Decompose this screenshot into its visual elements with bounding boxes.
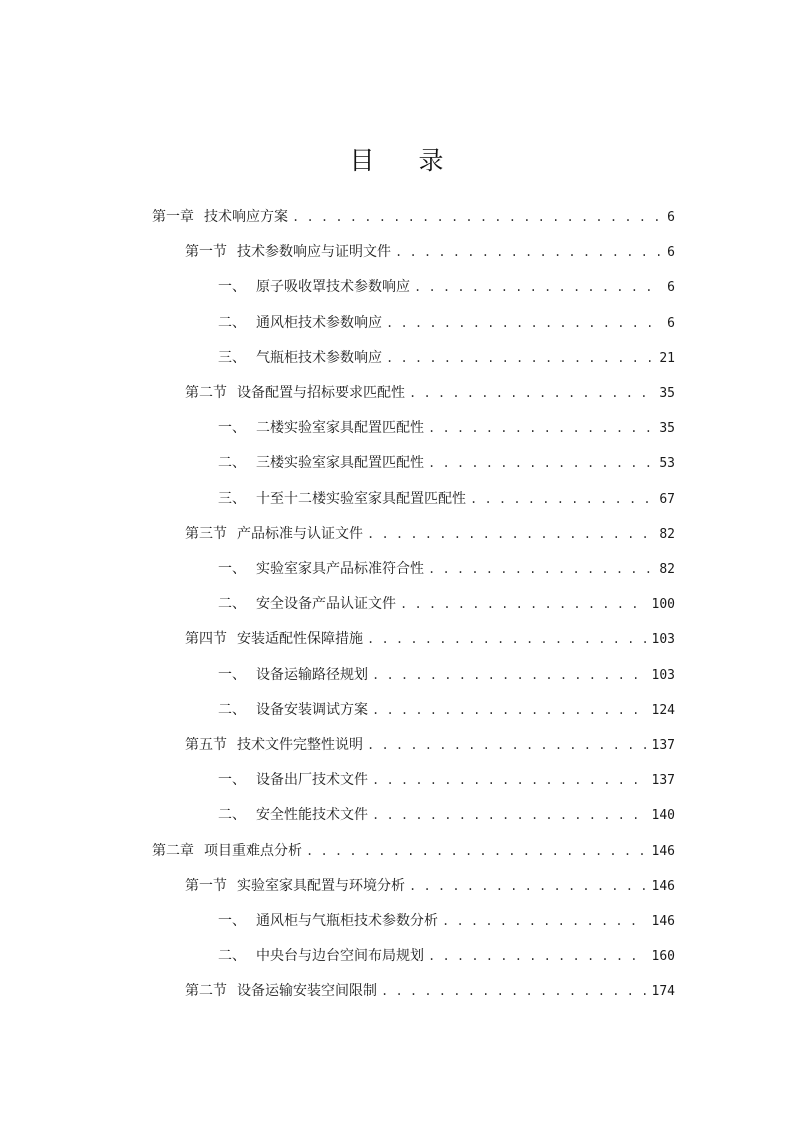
toc-entry-text: 实验室家具产品标准符合性 — [256, 561, 424, 577]
toc-entry-page: 6 — [667, 245, 675, 261]
toc-entry-page: 140 — [651, 808, 675, 824]
toc-entry[interactable] — [218, 944, 675, 968]
toc-entry-number: 一、 — [218, 561, 246, 577]
toc-dot-leader — [367, 522, 653, 546]
toc-entry-page: 82 — [659, 526, 675, 542]
toc-entry-page: 53 — [659, 456, 675, 472]
toc-entry[interactable] — [218, 275, 675, 299]
toc-entry-text: 技术响应方案 — [204, 209, 288, 225]
toc-entry-page: 6 — [667, 210, 675, 225]
toc-entry-text: 三楼实验室家具配置匹配性 — [256, 455, 424, 472]
toc-entry-text: 二楼实验室家具配置匹配性 — [256, 420, 424, 437]
toc-entry-number: 三、 — [218, 490, 246, 507]
toc-entry[interactable] — [218, 451, 675, 475]
toc-dot-leader — [395, 240, 661, 264]
toc-entry-number: 一、 — [218, 279, 246, 296]
toc-entry[interactable] — [218, 803, 675, 827]
toc-entry-text: 十至十二楼实验室家具配置匹配性 — [256, 490, 466, 507]
toc-entry-page: 146 — [651, 843, 675, 859]
toc-entry-page: 124 — [651, 702, 675, 718]
toc-entry[interactable] — [185, 240, 675, 264]
toc-entry-number: 第一节 — [185, 244, 227, 261]
toc-dot-leader — [428, 416, 653, 440]
toc-entry[interactable] — [185, 874, 675, 898]
toc-entry-number: 第一章 — [152, 209, 194, 225]
toc-entry[interactable] — [185, 522, 675, 546]
toc-entry-page: 174 — [651, 984, 675, 1000]
toc-entry-text: 中央台与边台空间布局规划 — [256, 948, 424, 965]
toc-dot-leader — [372, 803, 646, 827]
toc-entry-text: 通风柜技术参数响应 — [256, 314, 382, 331]
toc-entry-text: 设备安装调试方案 — [256, 701, 368, 718]
toc-entry[interactable] — [218, 663, 675, 687]
toc-entry-text: 设备运输路径规划 — [256, 666, 368, 683]
toc-dot-leader — [409, 381, 653, 405]
toc-entry-text: 设备配置与招标要求匹配性 — [237, 385, 405, 401]
toc-dot-leader — [386, 346, 653, 370]
toc-entry-text: 原子吸收罩技术参数响应 — [256, 279, 410, 296]
toc-entry[interactable] — [185, 381, 675, 405]
toc-entry-text: 技术参数响应与证明文件 — [237, 244, 391, 261]
toc-dot-leader — [414, 275, 661, 299]
toc-entry-page: 6 — [667, 280, 675, 296]
toc-dot-leader — [428, 451, 653, 475]
toc-entry[interactable] — [152, 205, 675, 229]
toc-title: 目 录 — [349, 146, 462, 175]
toc-entry-number: 二、 — [218, 455, 246, 472]
toc-entry-page: 103 — [651, 632, 675, 648]
toc-entry-number: 第四节 — [185, 631, 227, 648]
toc-entry-number: 二、 — [218, 596, 246, 613]
toc-dot-leader — [381, 979, 646, 1003]
toc-entry-page: 160 — [651, 949, 675, 965]
toc-entry[interactable] — [218, 346, 675, 370]
toc-dot-leader — [428, 944, 646, 968]
toc-entry-text: 实验室家具配置与环境分析 — [237, 877, 405, 894]
toc-entry[interactable] — [218, 311, 675, 335]
toc-entry[interactable] — [218, 557, 675, 581]
toc-entry[interactable] — [185, 733, 675, 757]
toc-entry-number: 第二章 — [152, 842, 194, 859]
toc-entry-number: 第二节 — [185, 983, 227, 1000]
toc-entry-page: 137 — [651, 773, 675, 789]
toc-entry-page: 82 — [659, 562, 675, 577]
toc-entry[interactable] — [218, 698, 675, 722]
toc-entry[interactable] — [218, 768, 675, 792]
toc-entry-page: 67 — [659, 491, 675, 507]
toc-entry-page: 100 — [651, 597, 675, 613]
toc-dot-leader — [409, 874, 646, 898]
toc-entry-text: 产品标准与认证文件 — [237, 525, 363, 542]
toc-dot-leader — [470, 487, 653, 511]
toc-dot-leader — [372, 663, 646, 687]
toc-entry-page: 21 — [659, 350, 675, 366]
toc-dot-leader — [292, 205, 661, 229]
toc-entry-page: 146 — [651, 914, 675, 929]
toc-entry-number: 一、 — [218, 420, 246, 437]
toc-entry[interactable] — [152, 839, 675, 863]
toc-entry-number: 二、 — [218, 807, 246, 824]
toc-entry-text: 通风柜与气瓶柜技术参数分析 — [256, 913, 438, 929]
toc-entry[interactable] — [185, 627, 675, 651]
toc-entry-number: 一、 — [218, 772, 246, 789]
toc-entry-page: 35 — [659, 386, 675, 401]
toc-entry-page: 103 — [651, 667, 675, 683]
toc-entry-number: 第二节 — [185, 385, 227, 401]
toc-entry[interactable] — [218, 416, 675, 440]
toc-entry-page: 137 — [651, 738, 675, 753]
toc-entry-text: 技术文件完整性说明 — [237, 737, 363, 753]
toc-dot-leader — [386, 311, 661, 335]
toc-entry[interactable] — [218, 909, 675, 933]
toc-entry-number: 一、 — [218, 913, 246, 929]
toc-dot-leader — [428, 557, 653, 581]
toc-dot-leader — [400, 592, 646, 616]
toc-entry-number: 二、 — [218, 948, 246, 965]
toc-entry-page: 146 — [651, 878, 675, 894]
toc-entry-number: 第三节 — [185, 525, 227, 542]
toc-entry-text: 安全设备产品认证文件 — [256, 596, 396, 613]
toc-entry-page: 35 — [659, 421, 675, 437]
toc-entry-text: 设备出厂技术文件 — [256, 772, 368, 789]
toc-entry-number: 一、 — [218, 666, 246, 683]
toc-dot-leader — [372, 768, 646, 792]
toc-entry-text: 设备运输安装空间限制 — [237, 983, 377, 1000]
toc-entry[interactable] — [185, 979, 675, 1003]
toc-entry-text: 气瓶柜技术参数响应 — [256, 349, 382, 366]
toc-dot-leader — [372, 698, 646, 722]
toc-entry-number: 三、 — [218, 349, 246, 366]
toc-entry-page: 6 — [667, 315, 675, 331]
toc-entry-text: 项目重难点分析 — [204, 842, 302, 859]
toc-entry-number: 第一节 — [185, 877, 227, 894]
toc-entry-number: 第五节 — [185, 737, 227, 753]
toc-entry[interactable] — [218, 487, 675, 511]
toc-entry-text: 安全性能技术文件 — [256, 807, 368, 824]
toc-dot-leader — [306, 839, 646, 863]
toc-entry-number: 二、 — [218, 314, 246, 331]
toc-entry-text: 安装适配性保障措施 — [237, 631, 363, 648]
toc-dot-leader — [367, 627, 646, 651]
toc-entry-number: 二、 — [218, 701, 246, 718]
toc-dot-leader — [367, 733, 646, 757]
toc-entry[interactable] — [218, 592, 675, 616]
toc-dot-leader — [442, 909, 646, 933]
